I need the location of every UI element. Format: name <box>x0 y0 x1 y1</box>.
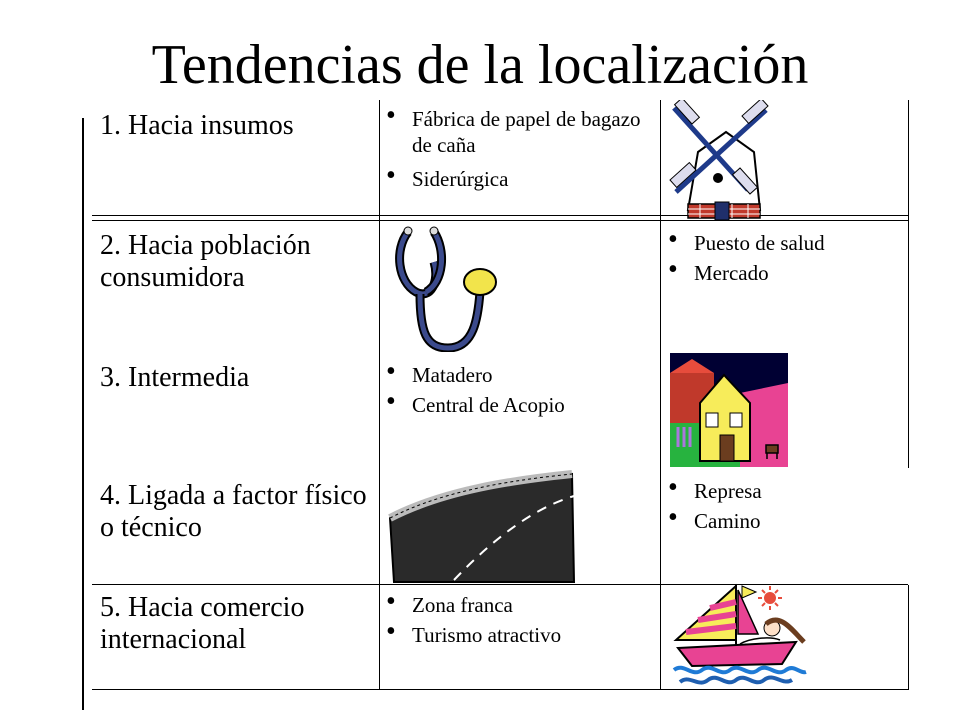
road-icon <box>384 468 580 584</box>
category-1-label: 1. Hacia insumos <box>100 110 294 141</box>
stethoscope-icon <box>386 222 502 352</box>
row-2-examples <box>664 228 904 288</box>
category-3-label: 3. Intermedia <box>100 362 250 393</box>
category-2-label: 2. Hacia población consumidora <box>100 230 311 293</box>
category-4-label: 4. Ligada a factor físico o técnico <box>100 480 367 543</box>
row-divider-1b <box>92 220 908 221</box>
right-border <box>908 100 909 468</box>
list-item: • Represa <box>664 476 904 506</box>
windmill-icon <box>668 100 778 222</box>
row-divider-1 <box>92 215 908 216</box>
list-item: • Fábrica de papel de bagazo de caña <box>382 106 652 158</box>
farm-barn-icon <box>670 353 788 467</box>
row-4-examples <box>664 476 904 536</box>
left-border <box>82 118 84 710</box>
list-item: • Zona franca <box>382 590 652 620</box>
category-5-label: 5. Hacia comercio internacional <box>100 592 305 655</box>
right-border-lower <box>908 585 909 690</box>
list-item: • Matadero <box>382 360 652 390</box>
column-divider-1 <box>379 100 380 690</box>
list-item: • Camino <box>664 506 904 536</box>
page-title: Tendencias de la localización <box>151 34 809 96</box>
column-divider-2 <box>660 100 661 690</box>
bottom-border <box>92 689 908 690</box>
list-item: • Mercado <box>664 258 904 288</box>
row-3-examples <box>382 360 652 420</box>
list-item: • Siderúrgica <box>382 166 652 192</box>
sailboat-icon <box>670 582 810 688</box>
row-5-examples <box>382 590 652 650</box>
list-item: • Turismo atractivo <box>382 620 652 650</box>
list-item: • Puesto de salud <box>664 228 904 258</box>
row-1-examples <box>382 106 652 200</box>
list-item: • Central de Acopio <box>382 390 652 420</box>
